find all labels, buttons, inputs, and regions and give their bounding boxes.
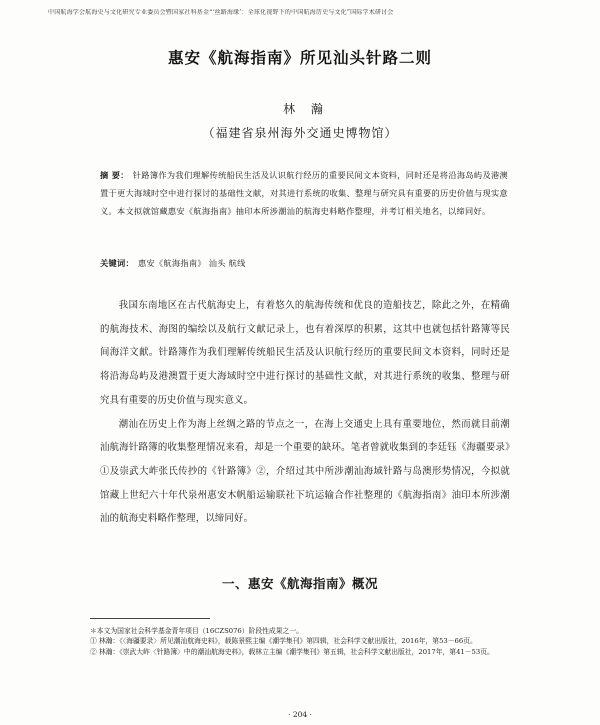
keywords <box>100 257 246 269</box>
footnote: ＊本文为国家社会科学基金青年项目（16CZS076）阶段性成果之一。 <box>90 627 303 635</box>
footnote: ② 林瀚：《崇武大岞〈针路簿〉中的潮汕航海史料》，载林立主编《潮学集刊》第五辑，社会科学文献出版社，2017年，第41－53页。 <box>90 647 494 656</box>
footnote: ① 林瀚：《〈海疆要录〉所见潮汕航海史料》，载陈景熙主编《潮学集刊》第四辑，社会科学文献出版社，2016年，第53－66页。 <box>90 637 477 646</box>
body-paragraph: 潮汕在历史上作为海上丝绸之路的节点之一，在海上交通史上具有重要地位，然而就目前潮汕航海针路簿的收集整理情况来看，却是一个重要的缺环。笔者曾就收集到的李廷钰《海疆要录》①及崇武大岞张氏传抄的《针路簿》②，介绍过其中所涉潮汕海域针路与岛澳形势情况，今拟就馆藏上世纪六十年代泉州惠安木帆船运输联社下坑运输合作社整理的《航海指南》油印本所涉潮汕的航海史料略作整理，以缔同好。 <box>100 418 510 525</box>
paper-title: 惠安《航海指南》所见汕头针路二则 <box>167 48 432 67</box>
abstract <box>100 166 508 220</box>
keywords-text: 惠安《航海指南》 汕头 航线 <box>137 258 246 268</box>
keywords-label: 关键词： <box>100 258 134 268</box>
body-text <box>100 294 510 531</box>
abstract-text: 针路簿作为我们理解传统船民生活及认识航行经历的重要民间文本资料，同时还是将沿海岛屿及港澳置于更大海域时空中进行探讨的基础性文献，对其进行系统的收集、整理与研究具有重要的历史价值与现实意义。本文拟就馆藏惠安《航海指南》抽印本所涉潮汕的航海史料略作整理，并考订相关地名，以缔同好。 <box>100 170 508 216</box>
abstract-label: 摘 要： <box>100 170 129 180</box>
footnote-divider <box>90 618 210 619</box>
affiliation: （福建省泉州海外交通史博物馆） <box>202 126 398 140</box>
footnotes <box>90 626 510 657</box>
section-heading: 一、惠安《航海指南》概况 <box>221 576 378 591</box>
page-number: · 204 · <box>288 710 312 719</box>
running-header: 中国航海学会航海史与文化研究专业委员会暨国家社科基金“‘丝路海缘’：全球化视野下的中国航海历史与文化”国际学术研讨会 <box>48 9 394 16</box>
body-paragraph: 我国东南地区在古代航海史上，有着悠久的航海传统和优良的造船技艺，除此之外，在精确的航海技术、海图的编绘以及航行文献记录上，也有着深厚的积累，这其中也就包括针路簿等民间海洋文献。针路簿作为我们理解传统船民生活及认识航行经历的重要民间文本资料，同时还是将沿海岛屿及港澳置于更大海域时空中进行探讨的基础性文献，对其进行系统的收集、整理与研究具有重要的历史价值与现实意义。 <box>100 300 510 406</box>
author: 林 瀚 <box>283 102 329 116</box>
